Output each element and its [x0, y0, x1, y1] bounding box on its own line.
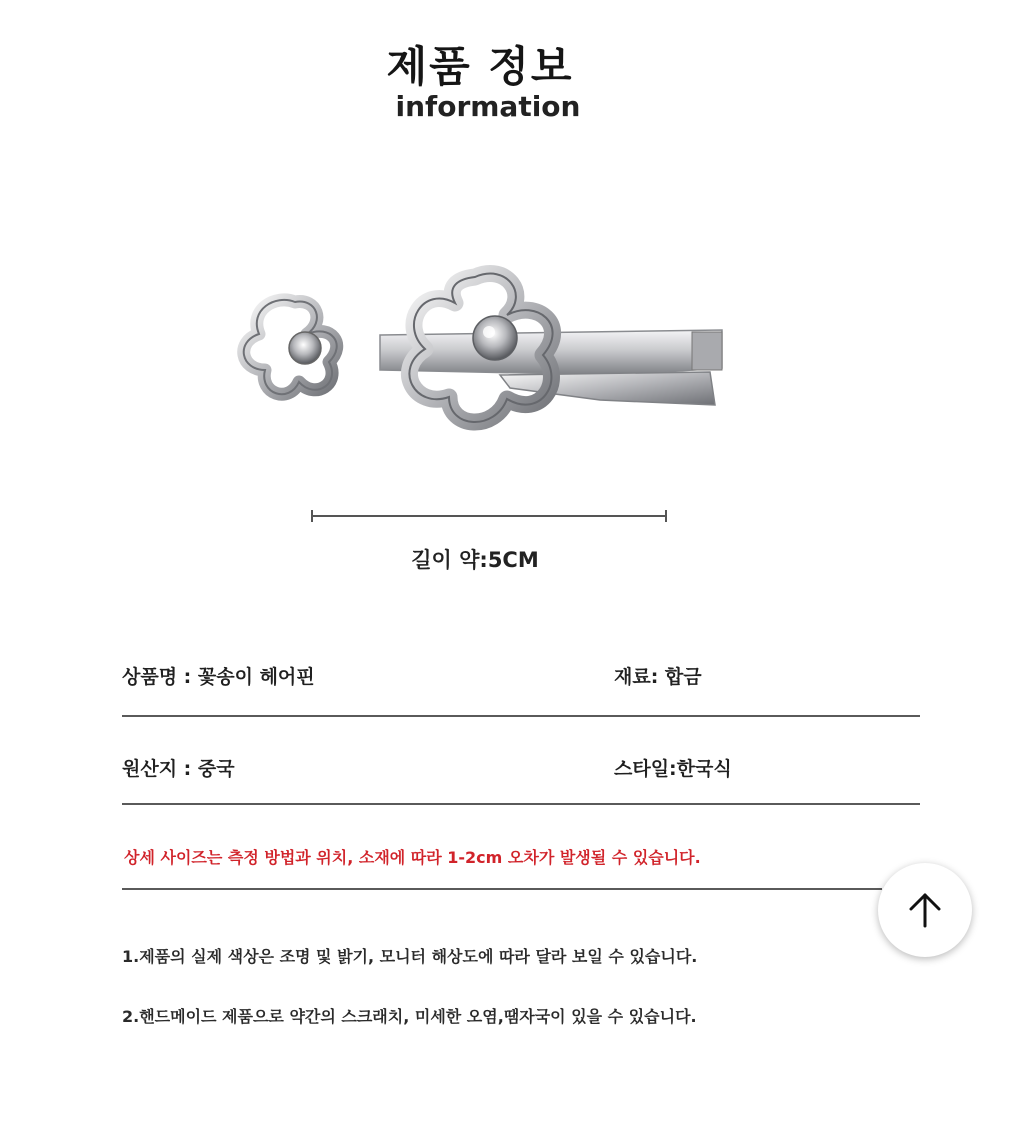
spec-material: 재료: 합금: [614, 666, 702, 688]
spec-row-name-material: [122, 662, 920, 692]
divider: [122, 888, 882, 890]
spec-row-origin-style: [122, 754, 920, 784]
page-title: 제품 정보: [386, 42, 574, 91]
spec-product-name: 상품명 : 꽃송이 헤어핀: [122, 666, 315, 688]
scroll-to-top-button[interactable]: [878, 863, 972, 957]
size-notice: 상세 사이즈는 측정 방법과 위치, 소재에 따라 1-2cm 오차가 발생될 수 있습니다.: [124, 848, 701, 867]
length-indicator-line: [310, 506, 668, 526]
product-image: [200, 250, 740, 450]
divider: [122, 715, 920, 717]
product-length: 길이 약:5CM: [411, 548, 539, 572]
page-subtitle: information: [395, 90, 581, 123]
spec-style: 스타일:한국식: [614, 758, 732, 780]
spec-origin: 원산지 : 중국: [122, 758, 235, 780]
divider: [122, 803, 920, 805]
note-item: 2.핸드메이드 제품으로 약간의 스크래치, 미세한 오염,땜자국이 있을 수 있습니다.: [122, 1007, 697, 1026]
arrow-up-icon: [908, 891, 942, 929]
note-item: 1.제품의 실제 색상은 조명 및 밝기, 모니터 해상도에 따라 달라 보일 수 있습니다.: [122, 947, 698, 966]
